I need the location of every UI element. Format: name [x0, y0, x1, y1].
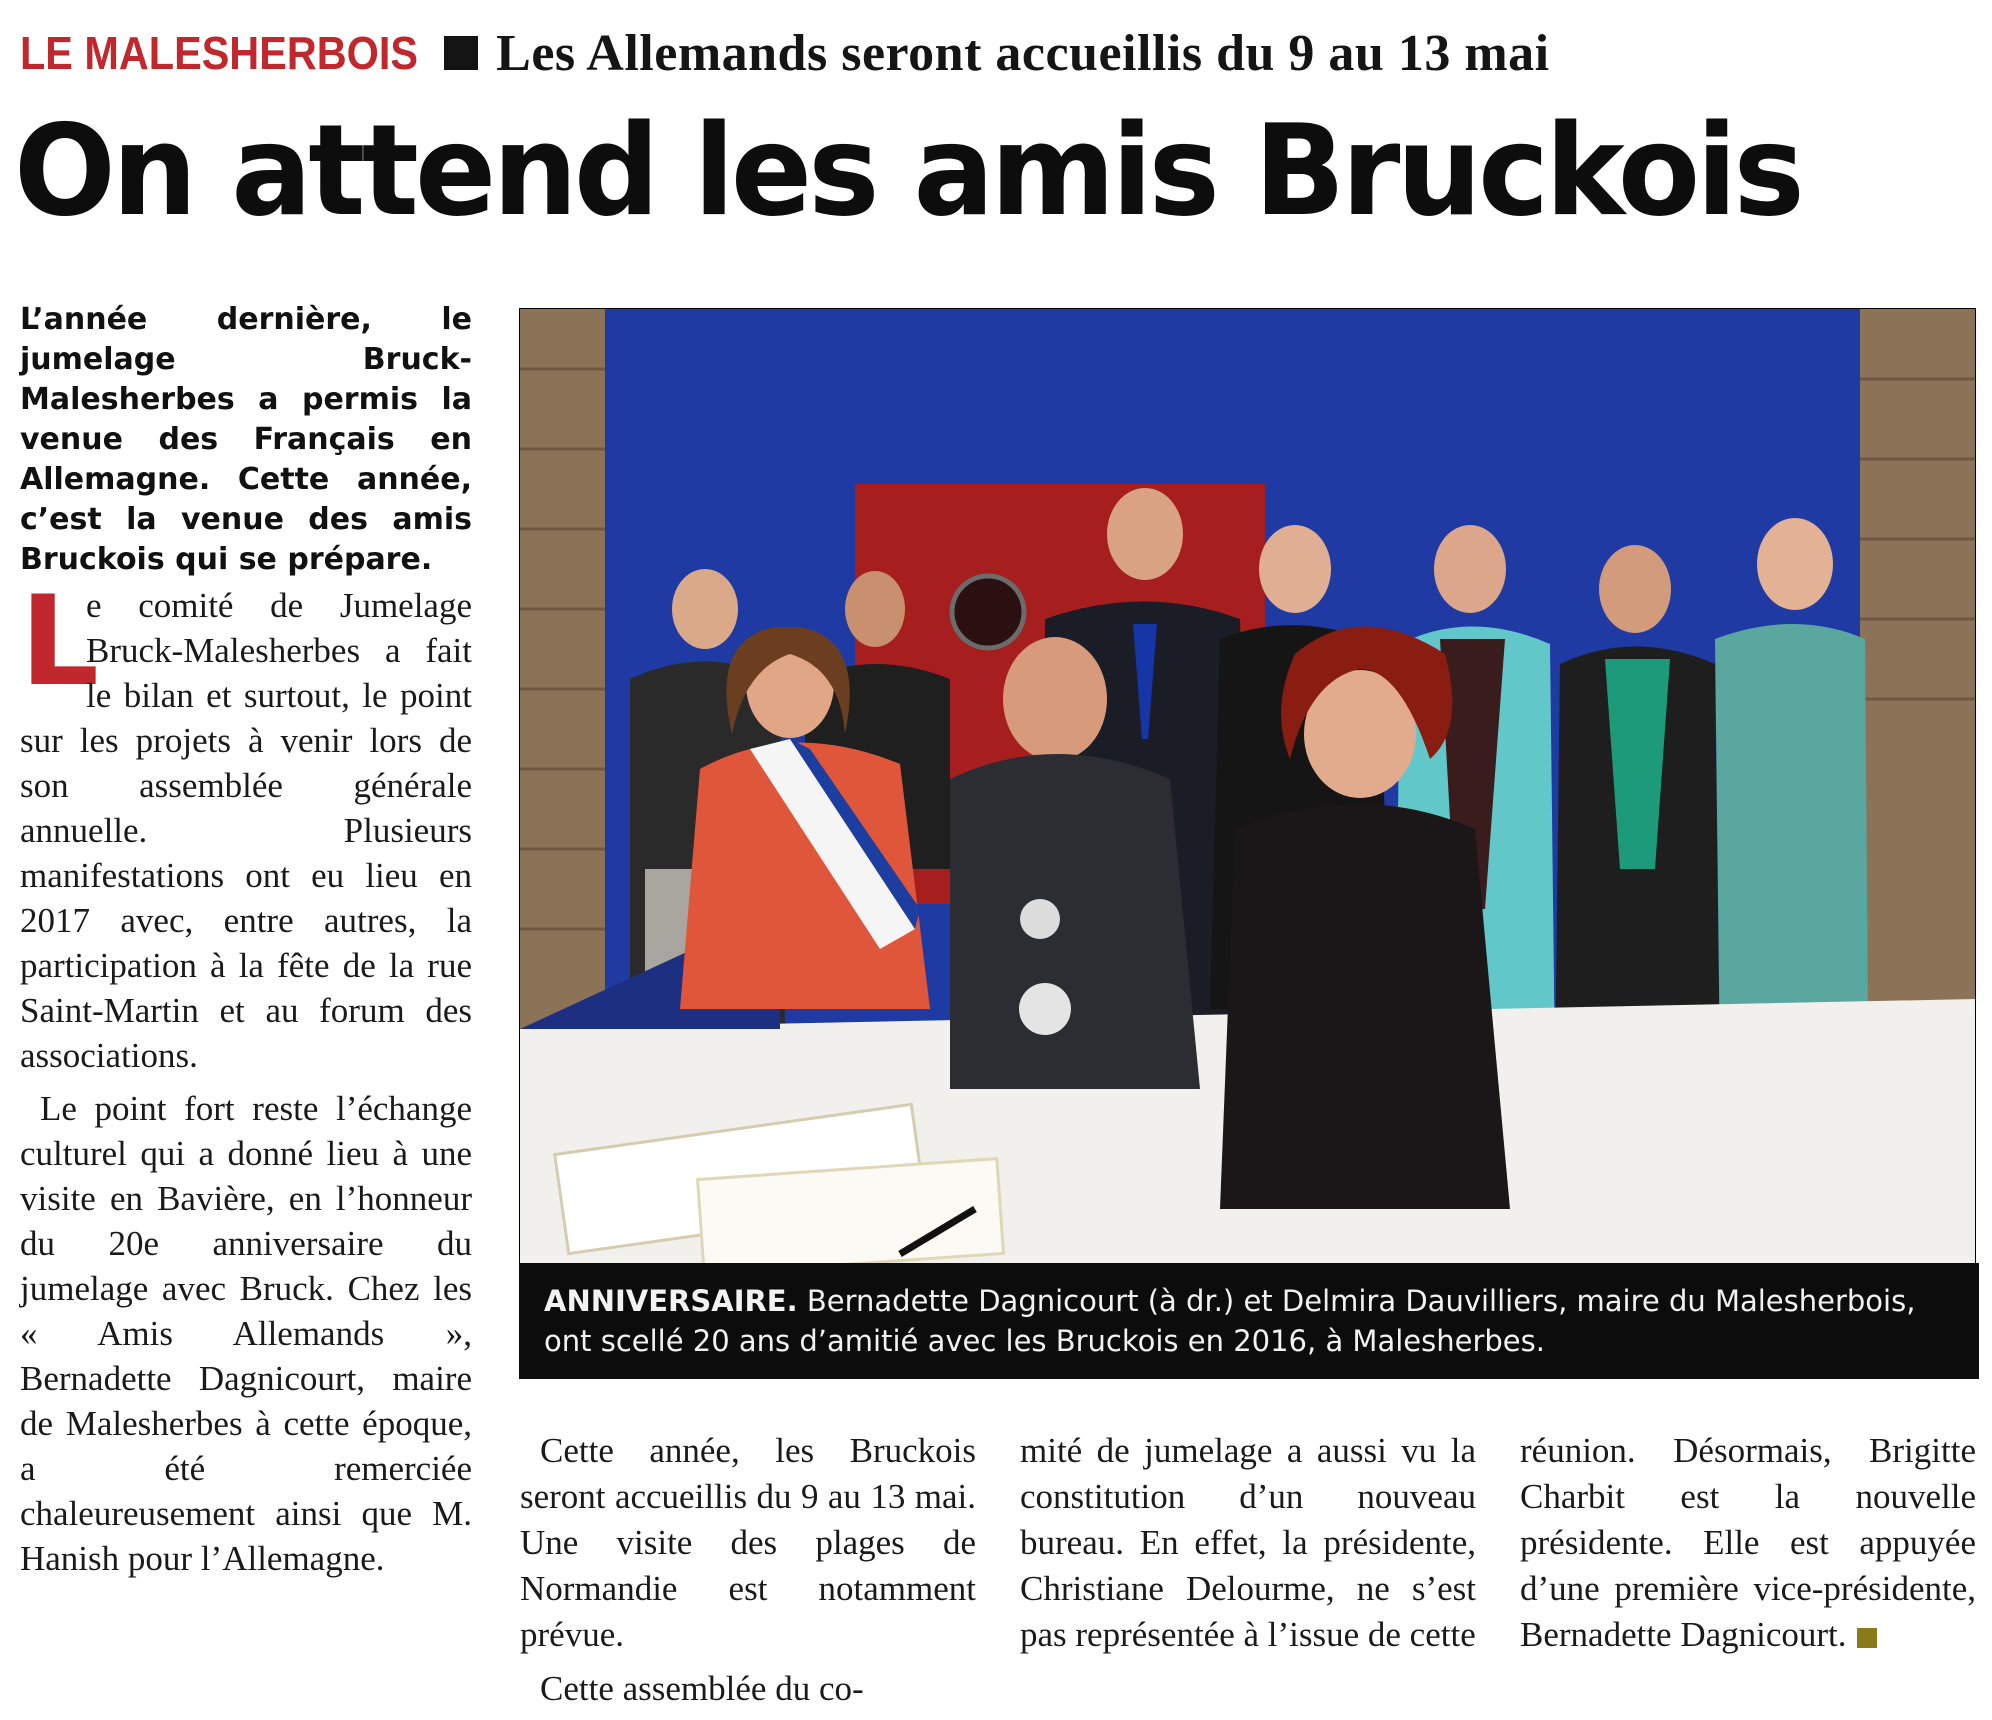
body-paragraph-3: Cette année, les Bruckois seront accueillis du 9 au 13 mai. Une visite des plages de Normandie est notamment prévue. — [520, 1431, 976, 1654]
body-paragraph-4-start: Cette assemblée du co- — [540, 1669, 864, 1708]
body-paragraph-4-end: réunion. Désormais, Brigitte Charbit est la nouvelle présidente. Elle est appuyée d’une première vice-présidente, Bernadette Dagnicourt. — [1520, 1431, 1976, 1654]
olive-square-icon — [1857, 1628, 1877, 1648]
body-paragraph-4-mid: mité de jumelage a aussi vu la constitution d’un nouveau bureau. En effet, la présidente, Christiane Delourme, ne s’est pas représentée à l’issue de cette — [1020, 1431, 1476, 1654]
article-photo — [519, 308, 1976, 1265]
body-paragraph-1-text: e comité de Jumelage Bruck-Malesherbes a fait le bilan et surtout, le point sur les projets à venir lors de son assemblée générale annuelle. Plusieurs manifestations ont eu lieu en 2017 avec, entre autres, la participation à la fête de la rue Saint-Martin et au forum des associations. — [20, 586, 472, 1075]
body-paragraph-1 — [20, 570, 472, 1078]
section-rubric: LE MALESHERBOIS — [20, 27, 418, 79]
body-column-2 — [520, 1428, 976, 1720]
kicker-line — [20, 18, 1550, 88]
kicker-text: Les Allemands seront accueillis du 9 au 13 mai — [496, 24, 1550, 82]
photo-caption — [519, 1263, 1979, 1379]
body-column-3 — [1020, 1428, 1476, 1666]
caption-text: Bernadette Dagnicourt (à dr.) et Delmira Dauvilliers, maire du Malesherbois, ont scellé 20 ans d’amitié avec les Bruckois en 2016, à Malesherbes. — [544, 1284, 1916, 1358]
page-title: On attend les amis Bruckois — [14, 97, 1801, 244]
drop-cap: L — [20, 570, 100, 714]
caption-label: ANNIVERSAIRE. — [544, 1284, 798, 1318]
body-paragraph-2: Le point fort reste l’échange culturel qui a donné lieu à une visite en Bavière, en l’honneur du 20e anniversaire du jumelage avec Bruck. Chez les « Amis Allemands », Bernadette Dagnicourt, maire de Malesherbes à cette époque, a été remerciée chaleureusement ainsi que M. Hanish pour l’Allemagne. — [20, 1089, 472, 1578]
body-column-left — [20, 570, 472, 1589]
article-lead: L’année dernière, le jumelage Bruck-Malesherbes a permis la venue des Français en Allemagne. Cette année, c’est la venue des amis Bruckois qui se prépare. — [20, 302, 472, 577]
black-square-icon — [444, 36, 478, 70]
body-column-4 — [1520, 1428, 1976, 1666]
group-photo-illustration — [520, 309, 1975, 1264]
